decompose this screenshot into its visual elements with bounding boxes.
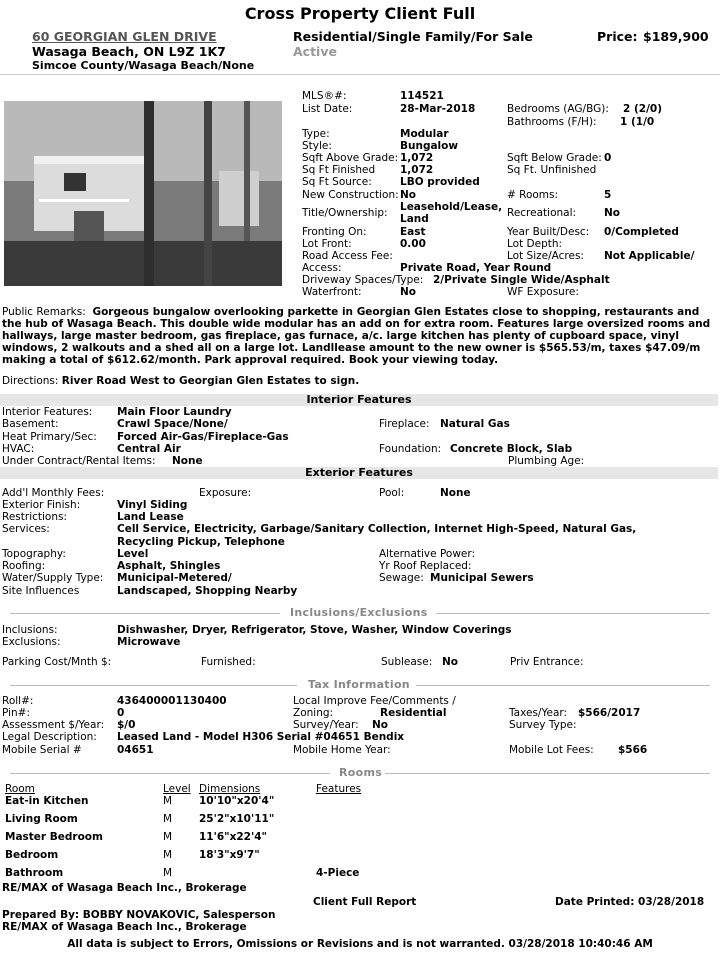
- rooms-line-right: [385, 773, 710, 774]
- exclusions-label: Exclusions:: [2, 636, 61, 648]
- restrictions-value: Land Lease: [117, 511, 184, 523]
- roofing-value: Asphalt, Shingles: [117, 560, 221, 572]
- rooms-header-dimensions: Dimensions: [199, 783, 261, 795]
- remarks-text: Gorgeous bungalow overlooking parkette in Georgian Glen Estates close to shopping, restaurants and the hub of Wasaga Beach. This double wide modular has an add on for extra room. Features large oversized rooms and hallways, large master bedroom, gas fireplace, gas furnace, a/c. large kitchen has plenty of cupboard space, vinyl windows, 2 walkouts and a shed all on a large lot. Landllease amount to the new owner is $565.53/m, taxes $47.09/m making a total of $612.62/month. Park approval required. Book your viewing today.: [2, 306, 711, 366]
- mobile-serial-value: 04651: [117, 744, 154, 756]
- type-label: Type:: [302, 128, 330, 140]
- waterfront-value: No: [400, 286, 417, 298]
- inclusions-value: Dishwasher, Dryer, Refrigerator, Stove, Washer, Window Coverings: [117, 624, 512, 636]
- exclusions-value: Microwave: [117, 636, 181, 648]
- waterfront-label: Waterfront:: [302, 286, 362, 298]
- room-level: M: [163, 849, 173, 861]
- exposure-label: Exposure:: [199, 487, 252, 499]
- sewage-label: Sewage:: [379, 572, 424, 584]
- zoning-value: Residential: [380, 707, 447, 719]
- access-label: Access:: [302, 262, 342, 274]
- roofing-label: Roofing:: [2, 560, 46, 572]
- room-level: M: [163, 795, 173, 807]
- furnished-label: Furnished:: [201, 656, 256, 668]
- inclusions-line-left: [10, 613, 280, 614]
- property-county: Simcoe County/Wasaga Beach/None: [32, 59, 255, 72]
- rooms-count-value: 5: [604, 189, 612, 201]
- pool-value: None: [440, 487, 471, 499]
- alt-power-label: Alternative Power:: [379, 548, 476, 560]
- fireplace-label: Fireplace:: [379, 418, 430, 430]
- tax-line-right: [416, 685, 710, 686]
- room-dimensions: 10'10"x20'4": [199, 795, 275, 807]
- prepared-by: Prepared By: BOBBY NOVAKOVIC, Salesperson: [2, 909, 276, 921]
- local-improve-label: Local Improve Fee/Comments /: [293, 695, 456, 707]
- type-value: Modular: [400, 128, 449, 140]
- rooms-count-label: # Rooms:: [507, 189, 559, 201]
- page-title: Cross Property Client Full: [244, 4, 476, 23]
- roll-label: Roll#:: [2, 695, 34, 707]
- sublease-label: Sublease:: [381, 656, 433, 668]
- priv-entrance-label: Priv Entrance:: [510, 656, 584, 668]
- heat-value: Forced Air-Gas/Fireplace-Gas: [117, 431, 289, 443]
- basement-value: Crawl Space/None/: [117, 418, 228, 430]
- taxes-label: Taxes/Year:: [509, 707, 568, 719]
- survey-value: No: [372, 719, 389, 731]
- room-name: Master Bedroom: [5, 831, 103, 843]
- assessment-label: Assessment $/Year:: [2, 719, 105, 731]
- heat-label: Heat Primary/Sec:: [2, 431, 97, 443]
- bathrooms-value: 1 (1/0: [620, 116, 655, 128]
- fronting-label: Fronting On:: [302, 226, 367, 238]
- access-value: Private Road, Year Round: [400, 262, 552, 274]
- year-built-value: 0/Completed: [604, 226, 679, 238]
- remarks-label: Public Remarks:: [2, 306, 86, 318]
- directions-text: River Road West to Georgian Glen Estates to sign.: [61, 375, 360, 387]
- sewage-value: Municipal Sewers: [430, 572, 534, 584]
- road-fee-label: Road Access Fee:: [302, 250, 393, 262]
- disclaimer: All data is subject to Errors, Omissions or Revisions and is not warranted. 03/28/2018 10:40:46 AM: [67, 938, 653, 950]
- sqft-finished-value: 1,072: [400, 164, 434, 176]
- wf-exposure-label: WF Exposure:: [507, 286, 579, 298]
- mobile-lot-fees-value: $566: [618, 744, 648, 756]
- price-value: $189,900: [643, 29, 709, 44]
- interior-features-value: Main Floor Laundry: [117, 406, 232, 418]
- interior-features-label: Interior Features:: [2, 406, 93, 418]
- topography-value: Level: [117, 548, 149, 560]
- list-date-value: 28-Mar-2018: [400, 103, 476, 115]
- recreational-label: Recreational:: [507, 207, 577, 219]
- bathrooms-label: Bathrooms (F/H):: [507, 116, 597, 128]
- inclusions-label: Inclusions:: [2, 624, 58, 636]
- sqft-below-value: 0: [604, 152, 612, 164]
- public-remarks: [2, 306, 718, 366]
- directions: [2, 375, 359, 387]
- sqft-source-value: LBO provided: [400, 176, 480, 188]
- bedrooms-value: 2 (2/0): [623, 103, 663, 115]
- room-dimensions: 25'2"x10'11": [199, 813, 275, 825]
- monthly-fees-label: Add'l Monthly Fees:: [2, 487, 105, 499]
- title-ownership-value-1: Leasehold/Lease,: [400, 201, 503, 213]
- property-city: Wasaga Beach, ON L9Z 1K7: [32, 44, 226, 59]
- mobile-lot-fees-label: Mobile Lot Fees:: [509, 744, 594, 756]
- status-badge: Active: [293, 44, 337, 59]
- room-level: M: [163, 867, 173, 879]
- site-influences-value: Landscaped, Shopping Nearby: [117, 585, 298, 597]
- mobile-serial-label: Mobile Serial #: [2, 744, 82, 756]
- site-influences-label: Site Influences: [2, 585, 80, 597]
- mls-value: 114521: [400, 90, 444, 102]
- mls-label: MLS®#:: [302, 90, 347, 102]
- report-type: Client Full Report: [313, 896, 417, 908]
- rooms-section-title: Rooms: [339, 766, 383, 779]
- legal-label: Legal Description:: [2, 731, 97, 743]
- room-name: Bathroom: [5, 867, 64, 879]
- new-construction-label: New Construction:: [302, 189, 399, 201]
- title-ownership-value-2: Land: [400, 213, 429, 225]
- brokerage-name-2: RE/MAX of Wasaga Beach Inc., Brokerage: [2, 921, 247, 933]
- zoning-label: Zoning:: [293, 707, 334, 719]
- foundation-label: Foundation:: [379, 443, 442, 455]
- driveway-value: 2/Private Single Wide/Asphalt: [433, 274, 610, 286]
- foundation-value: Concrete Block, Slab: [450, 443, 573, 455]
- sqft-unfinished-label: Sq Ft. Unfinished: [507, 164, 597, 176]
- rooms-header-level: Level: [163, 783, 191, 795]
- date-printed: Date Printed: 03/28/2018: [555, 896, 705, 908]
- fireplace-value: Natural Gas: [440, 418, 510, 430]
- sqft-below-label: Sqft Below Grade:: [507, 152, 602, 164]
- list-date-label: List Date:: [302, 103, 353, 115]
- brokerage-name: RE/MAX of Wasaga Beach Inc., Brokerage: [2, 882, 247, 894]
- tax-line-left: [10, 685, 297, 686]
- lot-depth-label: Lot Depth:: [507, 238, 563, 250]
- room-level: M: [163, 831, 173, 843]
- water-value: Municipal-Metered/: [117, 572, 232, 584]
- sublease-value: No: [442, 656, 459, 668]
- price-label: Price:: [597, 29, 638, 44]
- sqft-source-label: Sq Ft Source:: [302, 176, 372, 188]
- plumbing-age-label: Plumbing Age:: [508, 455, 585, 467]
- roll-value: 436400001130400: [117, 695, 227, 707]
- room-level: M: [163, 813, 173, 825]
- fronting-value: East: [400, 226, 426, 238]
- house-photo[interactable]: [4, 101, 282, 286]
- room-name: Living Room: [5, 813, 78, 825]
- inclusions-line-right: [436, 613, 710, 614]
- roof-replaced-label: Yr Roof Replaced:: [379, 560, 472, 572]
- rooms-header-room: Room: [5, 783, 35, 795]
- room-features: 4-Piece: [316, 867, 360, 879]
- rooms-line-left: [10, 773, 330, 774]
- room-name: Eat-in Kitchen: [5, 795, 89, 807]
- inclusions-section-title: Inclusions/Exclusions: [290, 606, 428, 619]
- lot-size-value: Not Applicable/: [604, 250, 695, 262]
- pool-label: Pool:: [379, 487, 405, 499]
- interior-section-title: Interior Features: [0, 394, 718, 406]
- sqft-above-value: 1,072: [400, 152, 434, 164]
- contract-label: Under Contract/Rental Items:: [2, 455, 156, 467]
- water-label: Water/Supply Type:: [2, 572, 104, 584]
- property-address-link[interactable]: 60 GEORGIAN GLEN DRIVE: [32, 29, 217, 44]
- taxes-value: $566/2017: [578, 707, 641, 719]
- mobile-home-year-label: Mobile Home Year:: [293, 744, 391, 756]
- lot-front-value: 0.00: [400, 238, 426, 250]
- header-divider: [0, 74, 720, 75]
- title-ownership-label: Title/Ownership:: [302, 207, 388, 219]
- pin-label: Pin#:: [2, 707, 31, 719]
- services-label: Services:: [2, 523, 50, 535]
- survey-label: Survey/Year:: [293, 719, 359, 731]
- style-value: Bungalow: [400, 140, 459, 152]
- tax-section-title: Tax Information: [308, 678, 410, 691]
- room-dimensions: 18'3"x9'7": [199, 849, 260, 861]
- exterior-section-title: Exterior Features: [0, 467, 718, 479]
- assessment-value: $/0: [117, 719, 136, 731]
- style-label: Style:: [302, 140, 332, 152]
- topography-label: Topography:: [2, 548, 66, 560]
- hvac-value: Central Air: [117, 443, 181, 455]
- basement-label: Basement:: [2, 418, 59, 430]
- exterior-finish-label: Exterior Finish:: [2, 499, 81, 511]
- legal-value: Leased Land - Model H306 Serial #04651 Bendix: [117, 731, 405, 743]
- lot-front-label: Lot Front:: [302, 238, 352, 250]
- pin-value: 0: [117, 707, 125, 719]
- lot-size-label: Lot Size/Acres:: [507, 250, 584, 262]
- sqft-above-label: Sqft Above Grade:: [302, 152, 399, 164]
- hvac-label: HVAC:: [2, 443, 35, 455]
- services-value: Cell Service, Electricity, Garbage/Sanitary Collection, Internet High-Speed, Natural Gas, Recycling Pickup, Telephone: [117, 523, 637, 548]
- contract-value: None: [172, 455, 203, 467]
- year-built-label: Year Built/Desc:: [507, 226, 590, 238]
- new-construction-value: No: [400, 189, 417, 201]
- recreational-value: No: [604, 207, 621, 219]
- sqft-finished-label: Sq Ft Finished: [302, 164, 376, 176]
- bedrooms-label: Bedrooms (AG/BG):: [507, 103, 609, 115]
- driveway-label: Driveway Spaces/Type:: [302, 274, 424, 286]
- parking-cost-label: Parking Cost/Mnth $:: [2, 656, 112, 668]
- property-type: Residential/Single Family/For Sale: [293, 29, 533, 44]
- room-dimensions: 11'6"x22'4": [199, 831, 267, 843]
- directions-label: Directions:: [2, 375, 59, 387]
- survey-type-label: Survey Type:: [509, 719, 577, 731]
- room-name: Bedroom: [5, 849, 59, 861]
- restrictions-label: Restrictions:: [2, 511, 67, 523]
- rooms-header-features: Features: [316, 783, 362, 795]
- exterior-finish-value: Vinyl Siding: [117, 499, 188, 511]
